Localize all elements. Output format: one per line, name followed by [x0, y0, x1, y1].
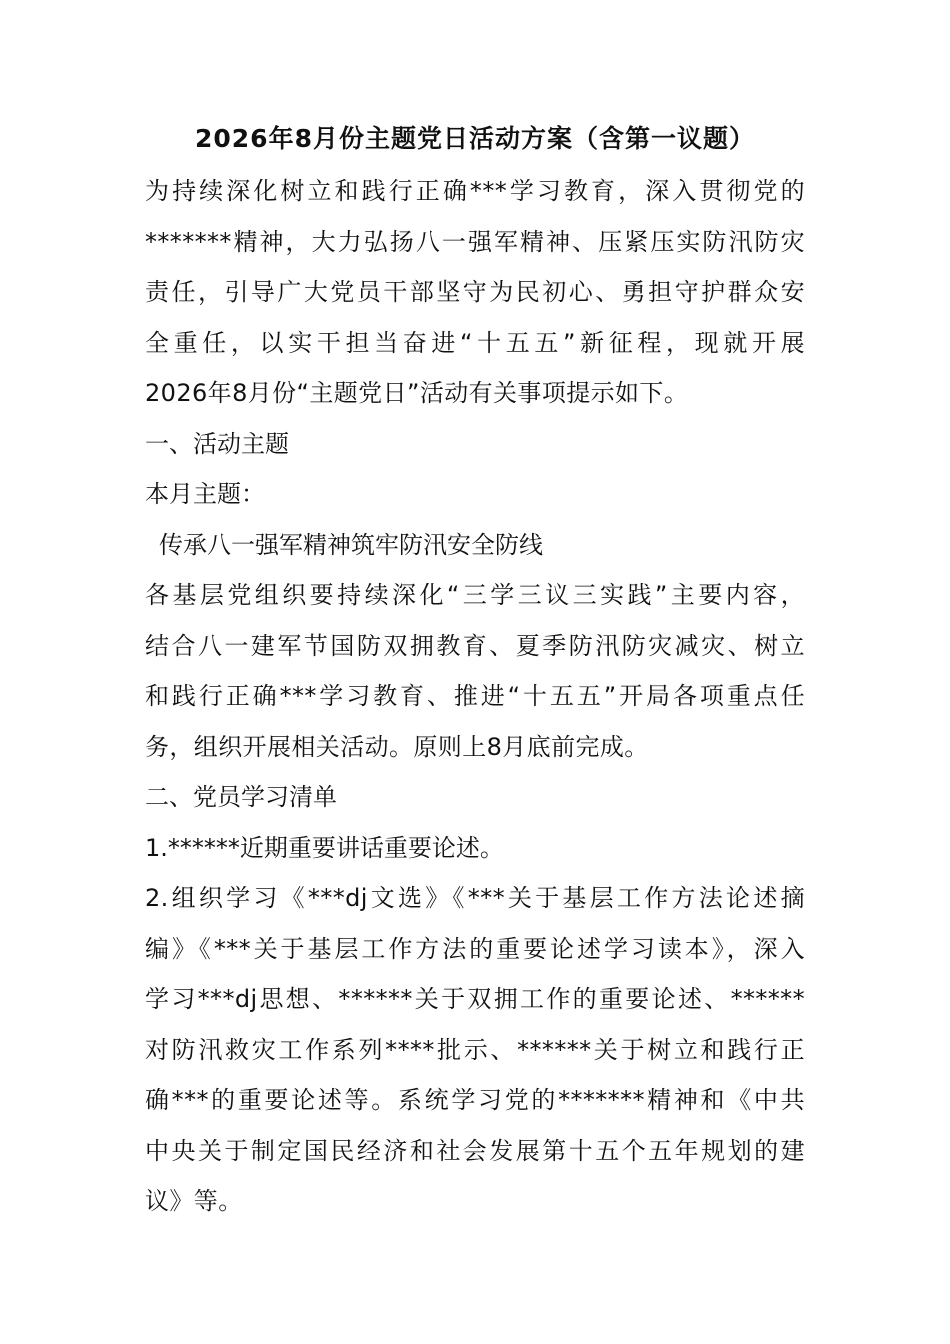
study-item-2 [145, 873, 805, 1227]
intro-line: 责任，引导广大党员干部坚守为民初心、勇担守护群众安 [145, 278, 805, 306]
study-item-2-line: 对防汛救灾工作系列****批示、******关于树立和践行正 [145, 1035, 805, 1064]
study-item-2-line: 中央关于制定国民经济和社会发展第十五个五年规划的建 [145, 1136, 805, 1165]
section1-line: 结合八一建军节国防双拥教育、夏季防汛防灾减灾、树立 [145, 631, 805, 660]
intro-paragraph [145, 166, 805, 419]
section1-line: 务，组织开展相关活动。原则上8月底前完成。 [145, 732, 649, 761]
section1-heading: 一、活动主题 [145, 429, 289, 458]
study-item-2-line: 确***的重要论述等。系统学习党的*******精神和《中共 [145, 1086, 805, 1114]
study-item-2-line: 2.组织学习《***dj文选》《***关于基层工作方法论述摘 [145, 884, 805, 912]
study-item-2-line: 学习***dj思想、******关于双拥工作的重要论述、****** [145, 985, 805, 1013]
study-item-1: 1.******近期重要讲话重要论述。 [145, 833, 504, 862]
intro-line: *******精神，大力弘扬八一强军精神、压紧压实防汛防灾 [145, 227, 805, 256]
document-title: 2026年8月份主题党日活动方案（含第一议题） [195, 124, 755, 153]
document-body [145, 166, 805, 1227]
intro-line: 2026年8月份“主题党日”活动有关事项提示如下。 [145, 379, 689, 407]
section1-line: 和践行正确***学习教育、推进“十五五”开局各项重点任 [145, 682, 805, 710]
study-item-2-line: 议》等。 [145, 1187, 243, 1215]
theme-label: 本月主题： [145, 480, 265, 508]
intro-line: 为持续深化树立和践行正确***学习教育，深入贯彻党的 [145, 177, 805, 205]
section1-line: 各基层党组织要持续深化“三学三议三实践”主要内容， [145, 581, 805, 609]
intro-line: 全重任，以实干担当奋进“十五五”新征程，现就开展 [145, 328, 805, 357]
section1-paragraph [145, 570, 805, 772]
theme-text: 传承八一强军精神筑牢防汛安全防线 [159, 530, 543, 559]
study-item-2-line: 编》《***关于基层工作方法的重要论述学习读本》，深入 [145, 934, 805, 963]
section2-heading: 二、党员学习清单 [145, 783, 337, 811]
